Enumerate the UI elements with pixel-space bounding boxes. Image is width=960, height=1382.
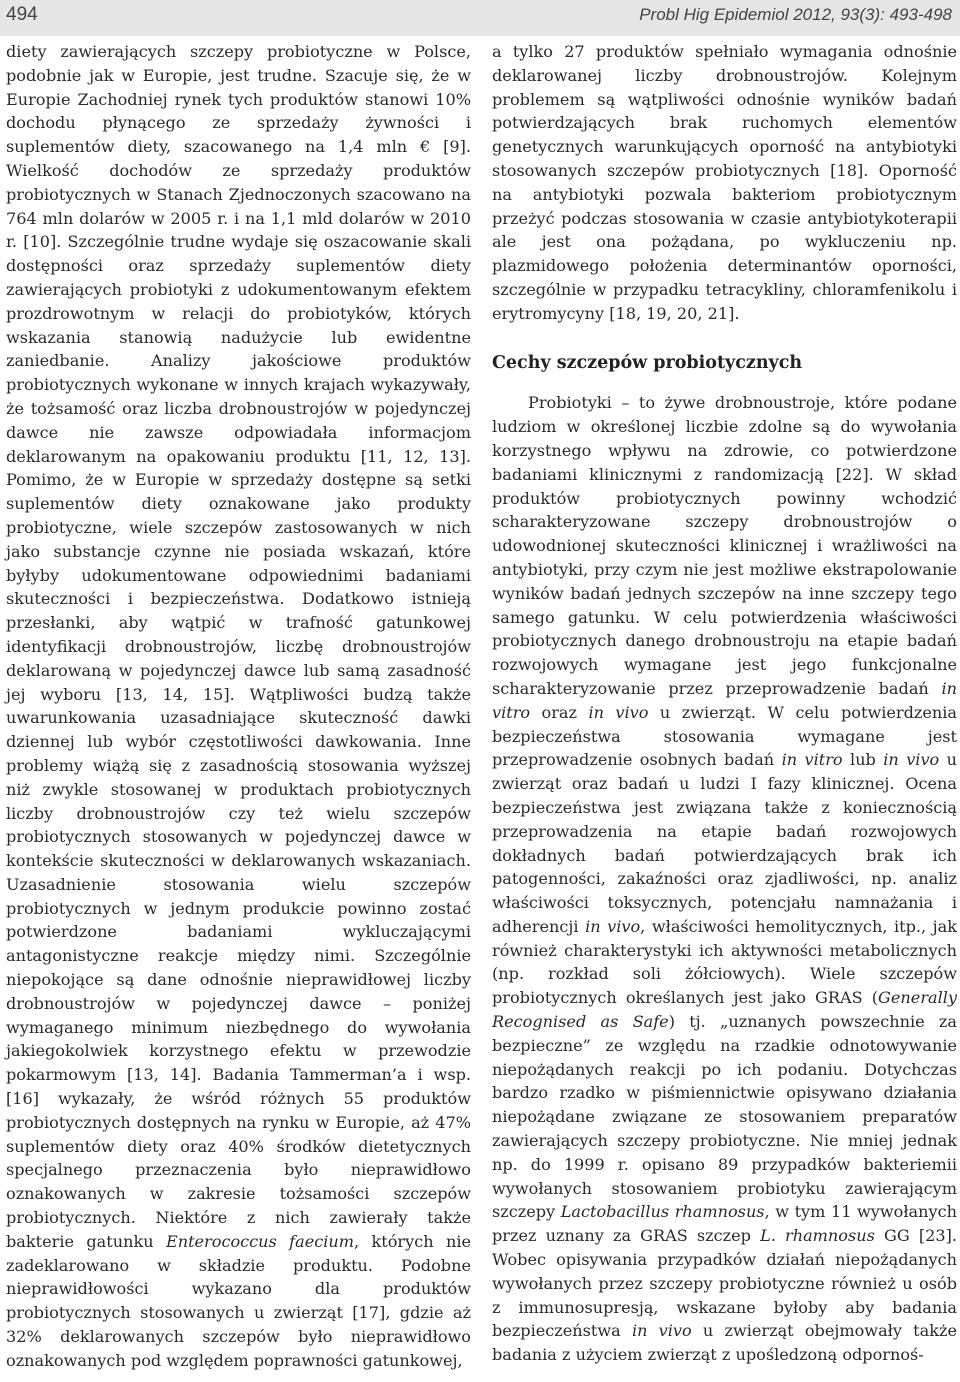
paragraph-text: lub xyxy=(842,750,884,770)
right-column xyxy=(492,40,957,1367)
italic-term: in vivo xyxy=(585,916,641,936)
page-number: 494 xyxy=(6,4,38,25)
paragraph-text: GG [23]. Wobec opisywania przypadków działań niepożądanych wywołanych przez szczepy probiotyczne również u osób z immunosupresją, wskazane byłoby aby badania bezpieczeństwa xyxy=(492,1226,957,1341)
paragraph-text: , których nie zadeklarowano w składzie produktu. Podobne nieprawidłowości wykazano dla produktów probiotycznych stosowanych u zwierząt [17], gdzie aż 32% deklarowanych szczepów było nieprawidłowo oznakowanych pod względem poprawności gatunkowej, xyxy=(6,1231,471,1370)
page-header xyxy=(0,0,960,36)
body-paragraph xyxy=(492,391,957,1367)
journal-reference: Probl Hig Epidemiol 2012, 93(3): 493-498 xyxy=(639,5,952,24)
italic-term: in vitro xyxy=(781,750,843,770)
species-name: L. rhamnosus xyxy=(760,1226,875,1246)
body-paragraph xyxy=(6,40,471,1373)
paragraph-text: , w tym 11 wywołanych przez uznany za GRAS szczep xyxy=(492,1202,957,1246)
species-name: Lactobacillus rhamnosus xyxy=(560,1202,765,1222)
body-paragraph: a tylko 27 produktów spełniało wymagania odnośnie deklarowanej liczby drobnoustrojów. Kolejnym problemem są wątpliwości odnośnie wyników badań potwierdzających brak ruchomych elementów genetycznych warunkujących oporność na antybiotyki stosowanych szczepów probiotycznych [18]. Oporność na antybiotyki pozwala bakteriom probiotycznym przeżyć podczas stosowania w czasie antybiotykoterapii ale jest ona pożądana, po wykluczeniu np. plazmidowego położenia determinantów oporności, szczególnie w przypadku tetracykliny, chloramfenikolu i erytromycyny [18, 19, 20, 21]. xyxy=(492,42,957,323)
paragraph-text: ) tj. „uznanych powszechnie za bezpieczne” ze względu na rzadkie odnotowywanie niepożądanych reakcji po ich podaniu. Dotychczas bardzo rzadko w piśmiennictwie opisywano działania niepożądane związane ze stosowaniem preparatów zawierających szczepy probiotyczne. Nie mniej jednak np. do 1999 r. opisano 89 przypadków bakteriemii wywołanych stosowaniem probiotyku zawierającym szczepy xyxy=(492,1012,957,1222)
paragraph-text: u zwierząt oraz badań u ludzi I fazy klinicznej. Ocena bezpieczeństwa jest związana także z koniecznością przeprowadzenia na etapie badań rozwojowych dokładnych badań potwierdzających brak ich patogenności, zakaźności oraz zjadliwości, np. analiz właściwości toksycznych, potencjału namnażania i adherencji xyxy=(492,750,958,936)
left-column xyxy=(6,40,471,1373)
italic-term: in vitro xyxy=(492,678,957,722)
paragraph-text: u zwierząt. W celu potwierdzenia bezpieczeństwa stosowania wymagane jest przeprowadzenie osobnych badań xyxy=(492,702,957,770)
italic-term: in vivo xyxy=(631,1321,692,1341)
paragraph-text: oraz xyxy=(530,702,589,722)
paragraph-text: Probiotyki – to żywe drobnoustroje, które podane ludziom w określonej liczbie zdolne są do wywołania korzystnego wpływu na zdrowie, co potwierdzone badaniami klinicznymi z randomizacją [22]. W skład produktów probiotycznych powinny wchodzić scharakteryzowane szczepy drobnoustrojów o udowodnionej skuteczności klinicznej i wrażliwości na antybiotyki, przy czym nie jest możliwe ekstrapolowanie wyników badań jednych szczepów na inne szczepy tego samego gatunku. W celu potwierdzenia właściwości probiotycznych danego drobnoustroju na etapie badań rozwojowych wymagane jest jego funkcjonalne scharakteryzowanie przez przeprowadzenie badań xyxy=(492,393,957,698)
paragraph-text: , właściwości hemolitycznych, itp., jak również charakterystyki ich aktywności metabolicznych (np. rozkład soli żółciowych). Wiele szczepów probiotycznych określanych jest jako GRAS ( xyxy=(492,916,958,1008)
paragraph-text: u zwierząt obejmowały także badania z użyciem zwierząt z upośledzoną odpornoś- xyxy=(492,1321,958,1365)
section-heading: Cechy szczepów probiotycznych xyxy=(492,352,803,373)
italic-term: in vivo xyxy=(883,750,940,770)
species-name: Enterococcus faecium xyxy=(165,1231,355,1251)
italic-term: in vivo xyxy=(588,702,649,722)
italic-term: Generally Recognised as Safe xyxy=(492,988,957,1032)
paragraph-text: diety zawierających szczepy probiotyczne w Polsce, podobnie jak w Europie, jest trudne. Szacuje się, że w Europie Zachodniej rynek tych produktów stanowi 10% dochodu płynącego ze sprzedaży żywności i suplementów diety, szacowanego na 1,4 mln € [9]. Wielkość dochodów ze sprzedaży produktów probiotycznych w Stanach Zjednoczonych szacowano na 764 mln dolarów w 2005 r. i na 1,1 mld dolarów w 2010 r. [10]. Szczególnie trudne wydaje się oszacowanie skali dostępności oraz sprzedaży suplementów diety zawierających probiotyki z udokumentowanym efektem prozdrowotnym w relacji do probiotyków, których wskazania stanowią nadużycie lub ewidentne zaniedbanie. Analizy jakościowe produktów probiotycznych wykonane w innych krajach wykazywały, że tożsamość oraz liczba drobnoustrojów w pojedynczej dawce nie zawsze odpowiadała informacjom deklarowanym na opakowaniu produktu [11, 12, 13]. Pomimo, że w Europie w sprzedaży dostępne są setki suplementów diety oznakowane jako produkty probiotyczne, wiele szczepów zastosowanych w nich jako substancje czynne nie posiada wskazań, które byłyby udokumentowane odpowiednimi badaniami skuteczności i bezpieczeństwa. Dodatkowo istnieją przesłanki, aby wątpić w trafność gatunkowej identyfikacji drobnoustrojów, liczbę drobnoustrojów deklarowaną w pojedynczej dawce lub samą zasadność jej wyboru [13, 14, 15]. Wątpliwości budzą także uwarunkowania uzasadniające skuteczność dawki dziennej lub wybór częstotliwości dawkowania. Inne problemy wiążą się z zasadnością stosowania wyższej niż zwykle stosowanej w produktach probiotycznych liczby drobnoustrojów czy też wielu szczepów probiotycznych stosowanych w pojedynczej dawce w kontekście skuteczności w deklarowanych wskazaniach. Uzasadnienie stosowania wielu szczepów probiotycznych w jednym produkcie powinno zostać potwierdzone badaniami wykluczającymi antagonistyczne reakcje między nimi. Szczególnie niepokojące są dane odnośnie nieprawidłowej liczby drobnoustrojów w pojedynczej dawce – poniżej wymaganego minimum niezbędnego do wywołania jakiegokolwiek korzystnego efektu w przewodzie pokarmowym [13, 14]. Badania Tammerman’a i wsp. [16] wykazały, że wśród różnych 55 produktów probiotycznych dostępnych na rynku w Europie, aż 47% suplementów diety oraz 40% środków dietetycznych specjalnego przeznaczenia było nieprawidłowo oznakowanych w zakresie tożsamości szczepów probiotycznych. Niektóre z nich zawierały także bakterie gatunku xyxy=(6,42,471,1251)
